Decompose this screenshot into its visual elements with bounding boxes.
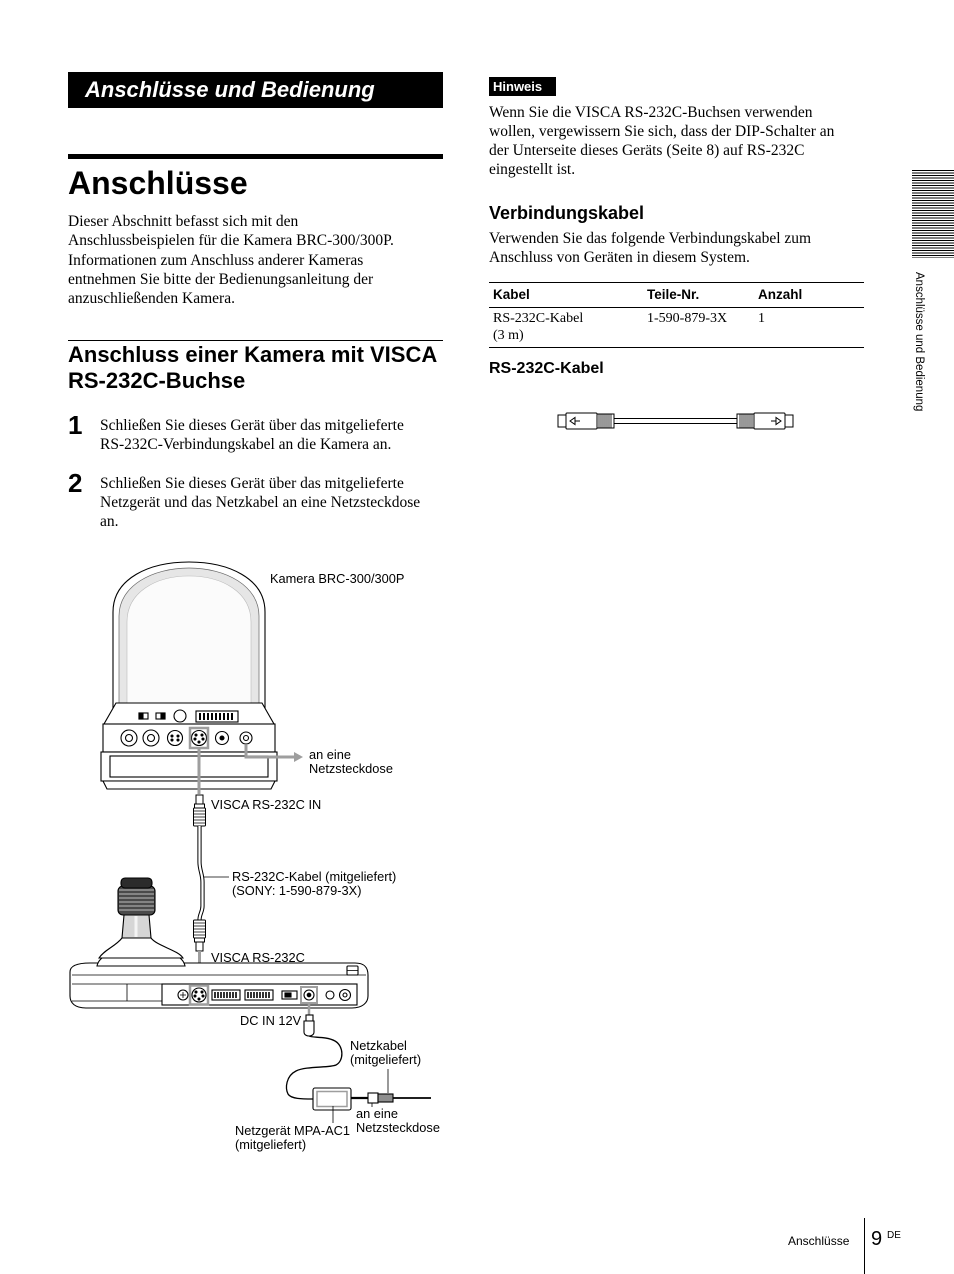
language-code: DE xyxy=(887,1229,901,1241)
section-banner-title: Anschlüsse und Bedienung xyxy=(85,77,375,102)
cables-heading: Verbindungskabel xyxy=(489,203,645,223)
camera-label: Kamera BRC-300/300P xyxy=(270,570,405,586)
adapter-label xyxy=(235,1124,350,1152)
note-paragraph xyxy=(489,103,834,180)
step-line: Netzgerät und das Netzkabel an eine Netzsteckdose xyxy=(100,493,421,511)
note-badge-label: Hinweis xyxy=(493,79,543,94)
chapter-tab-stripes xyxy=(912,170,954,258)
label-line: (mitgeliefert) xyxy=(350,1051,422,1067)
note-line: eingestellt ist. xyxy=(489,161,576,179)
note-line: wollen, vergewissern Sie sich, dass der DIP-Schalter an xyxy=(489,122,835,140)
label-line: an eine xyxy=(309,746,351,762)
cables-paragraph xyxy=(489,229,811,268)
intro-line: entnehmen Sie bitte der Bedienungsanleitung der xyxy=(68,270,374,288)
intro-line: anzuschließenden Kamera. xyxy=(68,290,235,307)
joystick-cap xyxy=(121,878,152,888)
table-bottom-rule xyxy=(489,347,864,348)
step-line: Schließen Sie dieses Gerät über das mitgelieferte xyxy=(100,416,404,434)
section-banner xyxy=(68,72,443,108)
label-line: Netzgerät MPA-AC1 xyxy=(235,1122,350,1138)
cables-line: Anschluss von Geräten in diesem System. xyxy=(489,248,750,266)
label-line: (SONY: 1-590-879-3X) xyxy=(232,882,362,898)
intro-paragraph xyxy=(68,212,394,308)
outlet-label xyxy=(356,1107,440,1135)
power-cord-label xyxy=(350,1039,421,1067)
step-text xyxy=(100,416,404,455)
label-line: Netzsteckdose xyxy=(309,760,393,776)
label-line: Netzkabel xyxy=(350,1037,407,1053)
cables-line: Verwenden Sie das folgende Verbindungskabel zum xyxy=(489,229,812,247)
dc-in-label: DC IN 12V xyxy=(240,1012,302,1028)
step-number: 2 xyxy=(68,467,83,498)
section-rule xyxy=(68,340,443,341)
intro-line: Informationen zum Anschluss anderer Kameras xyxy=(68,251,364,269)
step-number: 1 xyxy=(68,409,83,440)
label-line: an eine xyxy=(356,1105,398,1121)
table-cell-line: (3 m) xyxy=(493,327,524,343)
section-title xyxy=(68,342,437,394)
step-text xyxy=(100,474,420,532)
intro-line: Dieser Abschnitt befasst sich mit den xyxy=(68,213,299,230)
note-badge xyxy=(489,77,556,96)
section-title-line: Anschluss einer Kamera mit VISCA xyxy=(68,342,438,367)
visca-label: VISCA RS-232C xyxy=(211,949,305,965)
table-cell-line: RS-232C-Kabel xyxy=(493,310,584,326)
visca-in-label: VISCA RS-232C IN xyxy=(211,796,322,812)
footer-rule xyxy=(864,1218,865,1274)
page-title: Anschlüsse xyxy=(68,165,248,201)
cable-figure-title: RS-232C-Kabel xyxy=(489,359,604,377)
table-header-rule xyxy=(489,307,864,308)
table-cell-kabel xyxy=(493,310,583,344)
label-line: (mitgeliefert) xyxy=(235,1136,307,1152)
note-line: der Unterseite dieses Geräts (Seite 8) auf RS-232C xyxy=(489,142,805,159)
label-line: RS-232C-Kabel (mitgeliefert) xyxy=(232,868,397,884)
chapter-tab-label: Anschlüsse und Bedienung xyxy=(913,272,925,412)
table-header-anzahl: Anzahl xyxy=(758,286,803,302)
section-title-line: RS-232C-Buchse xyxy=(68,368,246,393)
table-header-teile-nr: Teile-Nr. xyxy=(647,286,700,302)
table-cell-teile-nr: 1-590-879-3X xyxy=(647,310,728,326)
label-line: Netzsteckdose xyxy=(356,1119,440,1135)
footer-section: Anschlüsse xyxy=(788,1234,850,1248)
step-line: an. xyxy=(100,513,119,530)
note-line: Wenn Sie die VISCA RS-232C-Buchsen verwenden xyxy=(489,103,813,121)
step-line: RS-232C-Verbindungskabel an die Kamera an. xyxy=(100,435,392,453)
connection-diagram xyxy=(60,550,450,1170)
camera-power-label xyxy=(309,748,393,776)
table-cell-anzahl: 1 xyxy=(758,310,765,326)
cable-label xyxy=(232,870,396,898)
table-top-rule xyxy=(489,282,864,284)
step-line: Schließen Sie dieses Gerät über das mitgelieferte xyxy=(100,474,404,492)
intro-line: Anschlussbeispielen für die Kamera BRC-300/300P. xyxy=(68,232,394,250)
title-rule xyxy=(68,154,443,159)
camera-illustration xyxy=(101,562,277,789)
camera-base-top xyxy=(104,703,274,724)
page-number: 9 xyxy=(871,1228,883,1251)
rs232c-cable-illustration xyxy=(555,405,797,435)
table-header-kabel: Kabel xyxy=(493,286,530,302)
rs232c-cable xyxy=(194,795,206,951)
